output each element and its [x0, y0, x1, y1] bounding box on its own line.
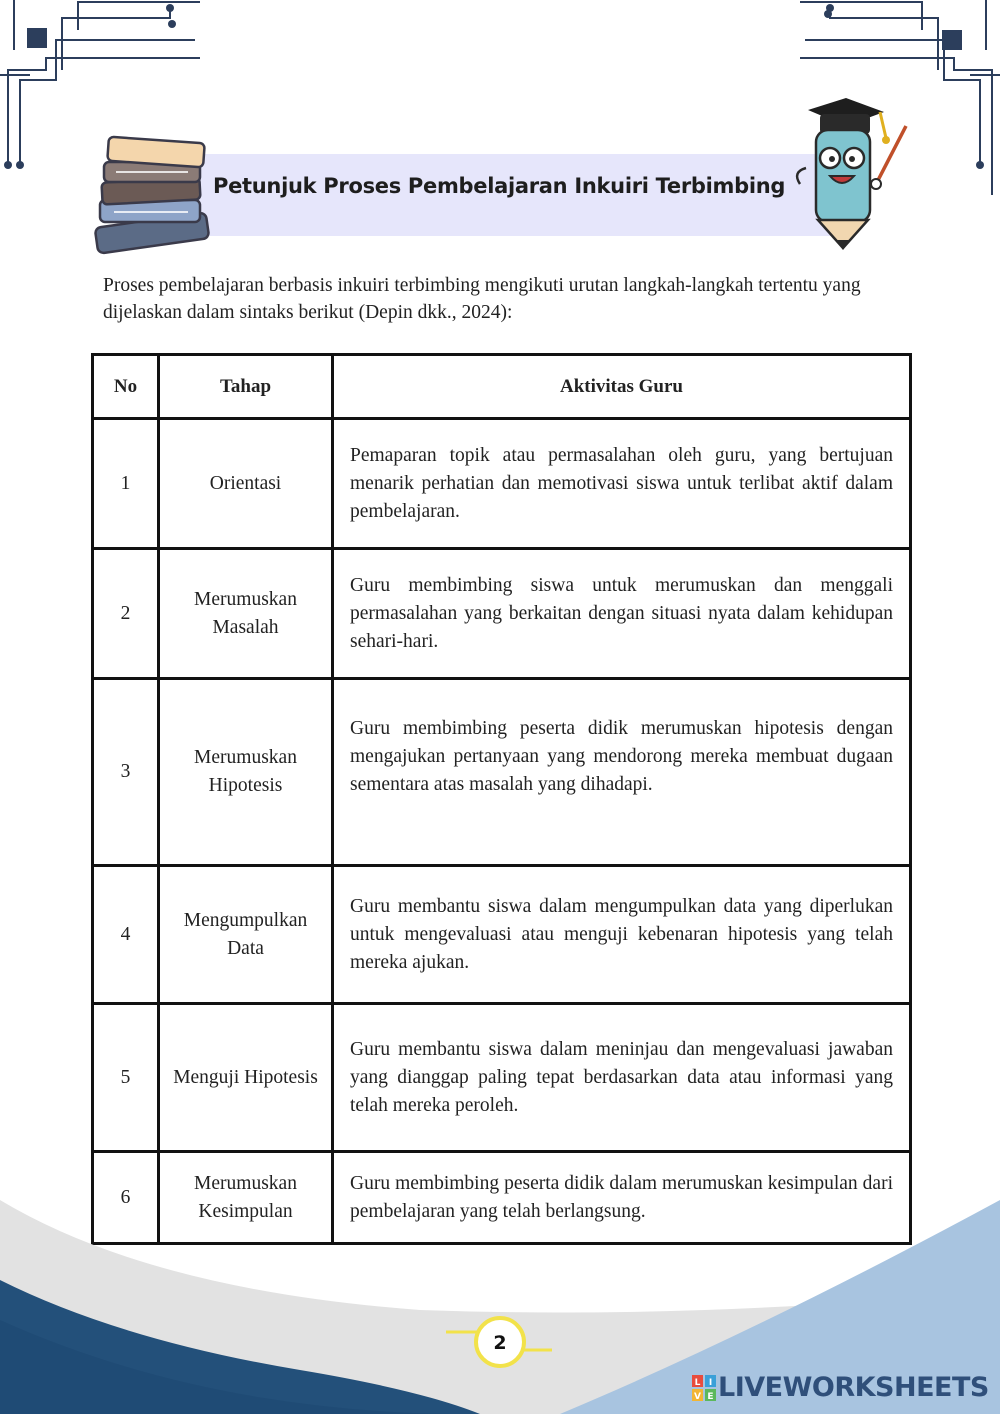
- row-stage: Orientasi: [159, 419, 333, 549]
- row-stage: Merumuskan Kesimpulan: [159, 1152, 333, 1244]
- liveworksheets-logo-icon: [692, 1375, 716, 1401]
- table-row: [93, 1004, 911, 1152]
- table-row: [93, 549, 911, 679]
- logo-letter: I: [708, 1377, 713, 1388]
- table-row: [93, 866, 911, 1004]
- row-stage: Merumuskan Hipotesis: [159, 679, 333, 866]
- liveworksheets-watermark: [692, 1372, 989, 1403]
- logo-letter: L: [694, 1377, 701, 1388]
- row-activity: Guru membimbing peserta didik merumuskan hipotesis dengan mengajukan pertanyaan yang mendorong mereka membuat dugaan sementara atas masalah yang dihadapi.: [333, 679, 911, 866]
- row-activity: Guru membimbing siswa untuk merumuskan dan menggali permasalahan yang berkaitan dengan situasi nyata dalam kehidupan sehari-hari.: [333, 549, 911, 679]
- books-stack-icon: [88, 132, 218, 257]
- row-activity: Guru membimbing peserta didik dalam merumuskan kesimpulan dari pembelajaran yang telah berlangsung.: [333, 1152, 911, 1244]
- column-header-stage: Tahap: [159, 355, 333, 419]
- row-stage: Mengumpulkan Data: [159, 866, 333, 1004]
- row-stage: Menguji Hipotesis: [159, 1004, 333, 1152]
- row-number: 6: [93, 1152, 159, 1244]
- inquiry-steps-table: [91, 353, 912, 1245]
- column-header-activity: Aktivitas Guru: [333, 355, 911, 419]
- pencil-mascot-icon: [788, 96, 918, 256]
- row-activity: Guru membantu siswa dalam meninjau dan mengevaluasi jawaban yang dianggap paling tepat berdasarkan data atau informasi yang telah mereka peroleh.: [333, 1004, 911, 1152]
- row-number: 2: [93, 549, 159, 679]
- logo-letter: V: [694, 1391, 701, 1401]
- table-row: [93, 419, 911, 549]
- row-number: 4: [93, 866, 159, 1004]
- table-header-row: [93, 355, 911, 419]
- page-title: Petunjuk Proses Pembelajaran Inkuiri Terbimbing: [213, 174, 786, 198]
- logo-letter: E: [707, 1391, 714, 1401]
- row-activity: Pemaparan topik atau permasalahan oleh guru, yang bertujuan menarik perhatian dan memotivasi siswa untuk terlibat aktif dalam pembelajaran.: [333, 419, 911, 549]
- intro-paragraph: Proses pembelajaran berbasis inkuiri terbimbing mengikuti urutan langkah-langkah tertentu yang dijelaskan dalam sintaks berikut (Depin dkk., 2024):: [103, 275, 861, 323]
- row-activity: Guru membantu siswa dalam mengumpulkan data yang diperlukan untuk mengevaluasi atau menguji kebenaran hipotesis yang telah mereka ajukan.: [333, 866, 911, 1004]
- row-number: 1: [93, 419, 159, 549]
- column-header-no: No: [93, 355, 159, 419]
- row-number: 3: [93, 679, 159, 866]
- liveworksheets-brand: LIVEWORKSHEETS: [718, 1372, 989, 1403]
- row-stage: Merumuskan Masalah: [159, 549, 333, 679]
- row-number: 5: [93, 1004, 159, 1152]
- page-number: 2: [493, 1332, 507, 1354]
- table-row: [93, 679, 911, 866]
